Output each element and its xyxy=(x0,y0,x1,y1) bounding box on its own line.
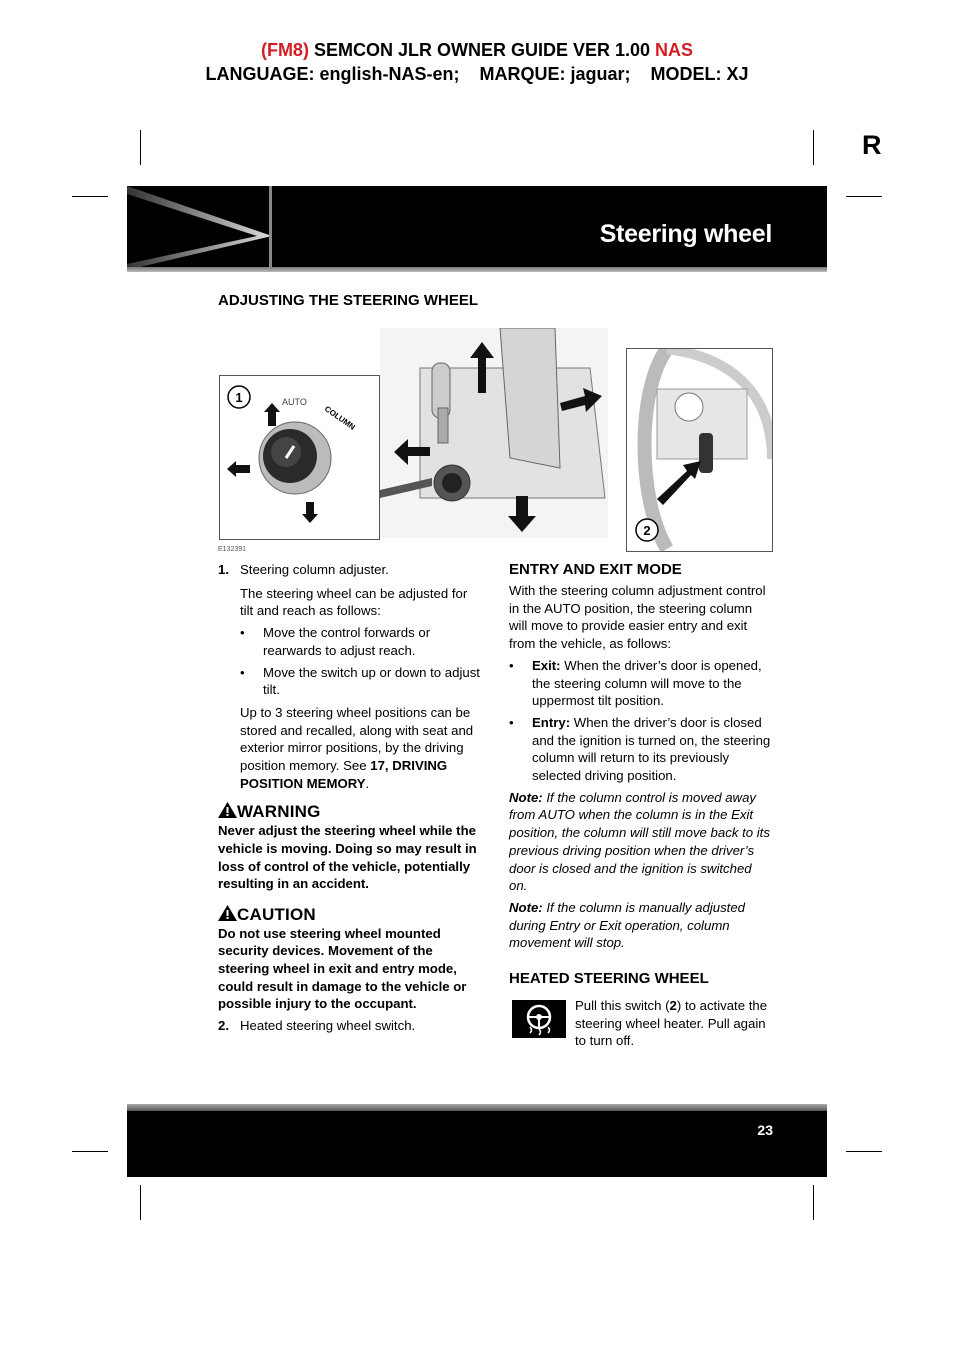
bullet-exit-text: When the driver’s door is opened, the steering column will move to the uppermost tilt position. xyxy=(532,657,762,709)
heated-text-a: Pull this switch ( xyxy=(575,998,670,1014)
bullet-exit-label: Exit: xyxy=(532,657,561,673)
figure-id: E132391 xyxy=(218,546,247,553)
item2-text: Heated steering wheel switch. xyxy=(240,1018,416,1034)
chevron-graphic xyxy=(127,186,287,272)
right-column xyxy=(509,561,771,1050)
warning-block xyxy=(218,802,480,893)
heading-adjusting: ADJUSTING THE STEERING WHEEL xyxy=(218,292,479,309)
dial-column-label: COLUMN xyxy=(322,404,357,432)
page-footer xyxy=(127,1104,827,1177)
callout-2: 2 xyxy=(643,523,651,538)
page-number: 23 xyxy=(757,1122,773,1138)
document-header-line2: LANGUAGE: english-NAS-en; MARQUE: jaguar; MODEL: XJ xyxy=(205,64,749,84)
bullet-entry xyxy=(509,714,771,785)
warning-title: WARNING xyxy=(237,802,321,822)
heading-heated: HEATED STEERING WHEEL xyxy=(509,970,709,988)
heated-text xyxy=(575,997,771,1050)
header-prefix: (FM8) xyxy=(260,40,309,60)
note-2 xyxy=(509,899,771,952)
memory-text: Up to 3 steering wheel positions can be stored and recalled, along with seat and exterior mirror positions, by the driving position memory. See xyxy=(240,704,474,774)
crop-mark xyxy=(140,130,141,165)
caution-block xyxy=(218,905,480,1013)
note-2-label: Note: xyxy=(509,899,543,915)
crop-mark xyxy=(72,1151,108,1152)
note-1-text: If the column control is moved away from AUTO when the column is in the Exit position, the column will still move back to its previous driving position when the driver’s door is closed and the ignition is switched on. xyxy=(509,789,770,894)
note-1 xyxy=(509,789,771,895)
item1-number: 1. xyxy=(218,562,229,577)
chapter-banner xyxy=(127,186,827,272)
heated-text-c: ) to activate the steering wheel heater. Pull again to turn off. xyxy=(575,998,768,1049)
figure-column-adjuster xyxy=(219,375,380,540)
memory-link[interactable]: 17, DRIVING POSITION MEMORY xyxy=(240,758,448,791)
para-tilt-reach: The steering wheel can be adjusted for tilt and reach as follows: xyxy=(240,585,468,619)
banner-title: Steering wheel xyxy=(599,220,772,248)
bullet-entry-label: Entry: xyxy=(532,714,571,730)
crop-mark xyxy=(140,1185,141,1220)
steering-wheel-illustration xyxy=(627,349,772,551)
item2-number: 2. xyxy=(218,1018,229,1034)
caution-triangle-icon xyxy=(218,905,237,921)
column-adjuster-illustration xyxy=(220,376,379,539)
heading-entry-exit: ENTRY AND EXIT MODE xyxy=(509,561,682,578)
para-memory xyxy=(218,704,480,793)
figure-heated-switch xyxy=(626,348,773,552)
caution-text: Do not use steering wheel mounted security devices. Movement of the steering wheel in exit and entry mode, could result in damage to the vehicle or possible injury to the occupant. xyxy=(218,925,467,1012)
steering-column-illustration xyxy=(380,328,608,538)
memory-end: . xyxy=(365,775,370,791)
note-1-label: Note: xyxy=(509,789,543,805)
bullet-entry-text: When the driver’s door is closed and the ignition is turned on, the steering column will return to its previously selected driving position. xyxy=(532,714,771,784)
caution-heading xyxy=(218,905,480,924)
dial-auto-label: AUTO xyxy=(282,397,307,407)
heated-text-ref: 2 xyxy=(669,998,677,1014)
bullet-item: • Move the control forwards or rearwards to adjust reach. xyxy=(240,624,480,659)
crop-mark xyxy=(846,196,882,197)
entry-exit-bullets xyxy=(509,657,771,785)
header-middle: SEMCON JLR OWNER GUIDE VER 1.00 xyxy=(308,40,656,60)
crop-mark xyxy=(72,196,108,197)
heated-steering-wheel-icon xyxy=(512,1000,566,1038)
crop-mark xyxy=(846,1151,882,1152)
footer-strip xyxy=(127,1104,827,1111)
bullet-exit xyxy=(509,657,771,710)
warning-text: Never adjust the steering wheel while the vehicle is moving. Doing so may result in loss of control of the vehicle, potentially resulting in an accident. xyxy=(218,823,477,892)
warning-triangle-icon xyxy=(218,802,237,818)
entry-exit-intro: With the steering column adjustment control in the AUTO position, the steering column will move to provide easier entry and exit from the vehicle, as follows: xyxy=(509,583,766,652)
banner-strip xyxy=(127,267,827,272)
item1-text: Steering column adjuster. xyxy=(240,562,389,577)
heated-block xyxy=(509,997,771,1050)
adjust-bullets xyxy=(218,624,480,699)
bullet-item: • Move the switch up or down to adjust tilt. xyxy=(240,664,480,699)
figure-column-illustration xyxy=(380,328,608,538)
caution-title: CAUTION xyxy=(237,904,316,924)
callout-1: 1 xyxy=(235,390,243,405)
note-2-text: If the column is manually adjusted during Entry or Exit operation, column movement will stop. xyxy=(509,899,746,951)
warning-heading xyxy=(218,802,480,821)
list-item-2 xyxy=(218,1017,480,1035)
section-letter: R xyxy=(862,130,882,160)
left-column xyxy=(218,561,480,1035)
list-item-1 xyxy=(218,561,480,579)
crop-mark xyxy=(813,1185,814,1220)
crop-mark xyxy=(813,130,814,165)
header-suffix: NAS xyxy=(655,40,694,60)
document-header-line1 xyxy=(0,40,954,61)
